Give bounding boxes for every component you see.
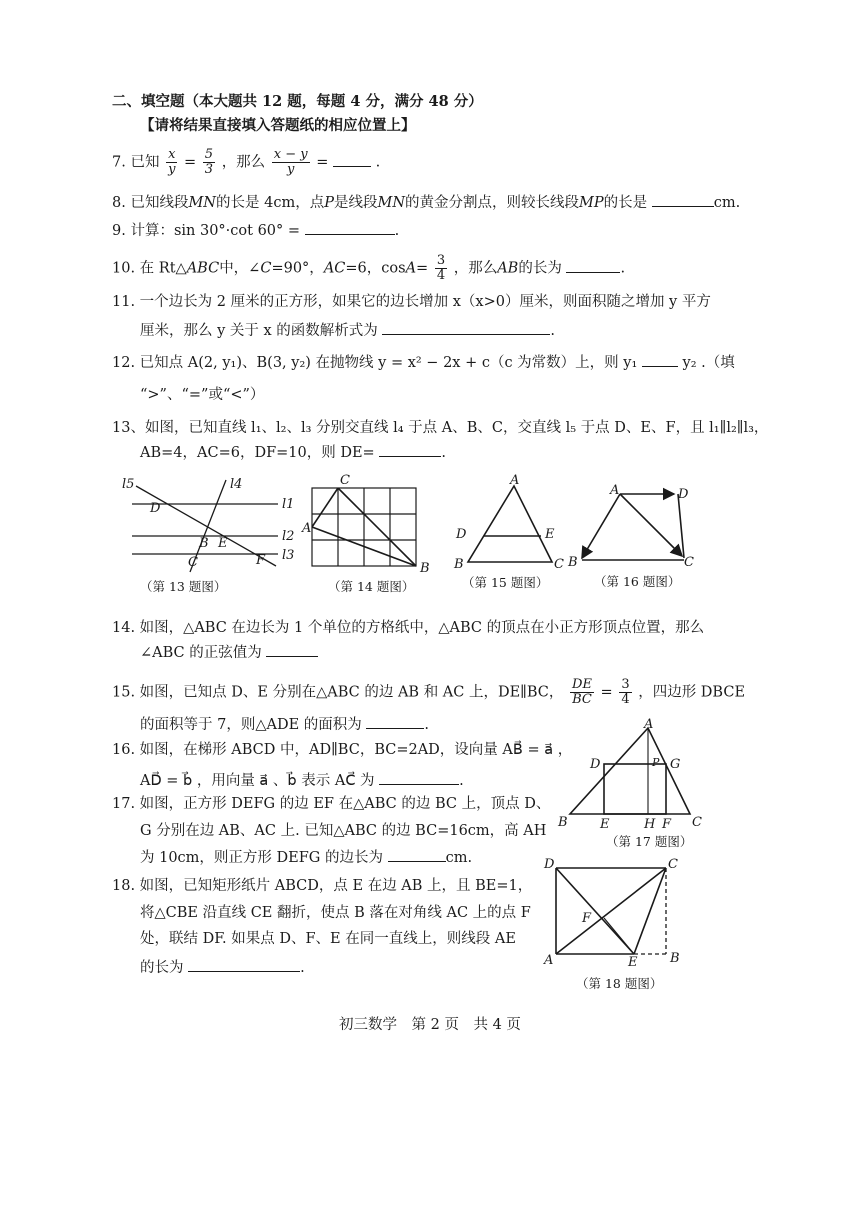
q13-text-b: . [441, 445, 446, 461]
q7-text-a: 7. 已知 [112, 154, 160, 171]
q12-text-b: y₂ .（填 [682, 355, 735, 371]
fig16-label-c: C [684, 555, 694, 570]
fig13-label-d: D [150, 501, 161, 516]
question-17-line-3 [140, 847, 472, 868]
fig17-caption: （第 17 题图） [606, 834, 693, 849]
fig13-label-e: E [218, 536, 228, 551]
q18-answer-blank[interactable] [188, 957, 300, 972]
fig18-label-f: F [582, 911, 592, 926]
question-17-line-2: G 分别在边 AB、AC 上. 已知△ABC 的边 BC=16cm，高 AH [140, 823, 547, 839]
question-17-line-1: 17. 如图，正方形 DEFG 的边 EF 在△ABC 的边 BC 上，顶点 D、 [112, 796, 551, 812]
q17-text-a: 为 10cm，则正方形 DEFG 的边长为 [140, 850, 384, 866]
q8-text-d: 的黄金分割点，则较长线段 [405, 195, 580, 211]
question-9 [112, 220, 399, 241]
fig16-label-b: B [568, 555, 578, 570]
fig16-vector-ab [582, 494, 620, 558]
fig18-caption: （第 18 题图） [576, 976, 663, 991]
q15-text-c: 的面积等于 7，则△ADE 的面积为 [140, 717, 362, 733]
q16-answer-blank[interactable] [379, 770, 459, 785]
fig15-label-b: B [454, 557, 464, 572]
fig17-square-defg [604, 764, 666, 814]
q11-answer-blank[interactable] [382, 320, 550, 335]
question-12-line-2: “>”、“=”或“<”） [140, 387, 265, 403]
fig16-vector-ac [620, 494, 682, 556]
q14-answer-blank[interactable] [266, 642, 318, 657]
fig15-label-e: E [545, 527, 555, 542]
q13-text-a: AB=4，AC=6，DF=10，则 DE= [140, 445, 375, 461]
fig17-label-h: H [644, 817, 656, 832]
q15-text-a: 15. 如图，已知点 D、E 分别在△ABC 的边 AB 和 AC 上，DE∥BC， [112, 684, 564, 701]
q10-frac-den: 4 [436, 268, 446, 283]
q8-text-e: 的长是 [603, 195, 648, 211]
question-16-line-1: 16. 如图，在梯形 ABCD 中，AD∥BC，BC=2AD，设向量 AB⃗ = a⃗ ， [112, 742, 573, 758]
fig17-label-f: F [662, 817, 672, 832]
question-12-line-1 [112, 352, 735, 373]
q9-text-a: 9. 计算：sin 30°·cot 60° = [112, 223, 301, 239]
q11-text-a: 厘米，那么 y 关于 x 的函数解析式为 [140, 323, 378, 339]
fig16-label-d: D [678, 487, 689, 502]
fig14-label-a: A [302, 521, 312, 536]
q18-text-b: . [300, 960, 305, 976]
question-15-line-1 [112, 678, 745, 707]
question-18-line-2: 将△CBE 沿直线 CE 翻折，使点 B 落在对角线 AC 上的点 F [140, 905, 531, 921]
fig18-label-b: B [670, 951, 680, 966]
q15-fraction-3-over-4 [619, 678, 631, 707]
q8-text-a: 8. 已知线段 [112, 195, 189, 211]
q10-fraction-3-over-4 [435, 254, 447, 283]
q15-frac-num: DE [572, 677, 592, 692]
q7-fraction-5-over-3 [203, 148, 215, 177]
q12-answer-blank[interactable] [642, 352, 678, 367]
question-13-line-2 [140, 442, 446, 463]
q15-frac2-den: 4 [621, 692, 630, 707]
q8-mp: MP [579, 195, 604, 211]
q8-answer-blank[interactable] [652, 192, 714, 207]
q14-text: ∠ABC 的正弦值为 [140, 645, 262, 661]
question-8 [112, 192, 740, 213]
q7-text-c: = [316, 154, 329, 171]
q10-frac-num: 3 [436, 253, 446, 268]
question-10 [112, 254, 625, 283]
fig16-side-dc [678, 494, 684, 558]
q12-text-a: 12. 已知点 A(2, y₁)、B(3, y₂) 在抛物线 y = x² − 2x + c（c 为常数）上，则 y₁ [112, 355, 638, 371]
question-14-line-2 [140, 642, 318, 663]
fig18-label-a: A [544, 953, 554, 968]
q10-text-h: 的长为 [518, 260, 562, 277]
q15-eq: = [600, 684, 613, 701]
section-instruction: 【请将结果直接填入答题纸的相应位置上】 [140, 117, 416, 134]
q13-answer-blank[interactable] [379, 442, 441, 457]
q9-text-b: . [394, 223, 400, 239]
q9-answer-blank[interactable] [305, 220, 395, 235]
figure-15 [450, 474, 570, 574]
fig14-caption: （第 14 题图） [328, 579, 415, 594]
fig17-label-p: P [652, 756, 660, 769]
q7-frac3-num: x − y [273, 147, 308, 162]
fig17-label-a: A [644, 717, 654, 732]
q10-text-b: 中，∠ [219, 260, 261, 277]
q11-text-b: . [550, 323, 556, 339]
q7-text-d: . [375, 154, 381, 171]
fig13-label-l5: l5 [122, 477, 135, 492]
fig13-label-l1: l1 [282, 497, 295, 512]
q16-text-b: . [459, 773, 464, 789]
fig17-label-d: D [590, 757, 601, 772]
q7-text-b: ，那么 [221, 154, 266, 171]
fig16-caption: （第 16 题图） [594, 574, 681, 589]
question-11-line-1: 11. 一个边长为 2 厘米的正方形，如果它的边长增加 x（x>0）厘米，则面积随之增加 y 平方 [112, 294, 711, 310]
q10-text-e: =6，cos [345, 260, 406, 277]
fig17-label-g: G [670, 757, 681, 772]
question-18-line-1: 18. 如图，已知矩形纸片 ABCD，点 E 在边 AB 上，且 BE=1， [112, 878, 533, 894]
fig18-label-c: C [668, 857, 678, 872]
fig15-label-a: A [510, 473, 520, 488]
q7-frac1-num: x [168, 147, 176, 162]
q8-mn2: MN [377, 195, 406, 211]
fig13-caption: （第 13 题图） [140, 579, 227, 594]
q8-p: P [324, 195, 334, 211]
fig15-triangle-abc [468, 486, 552, 562]
q10-text-i: . [620, 260, 626, 277]
q10-abc: ABC [186, 260, 220, 277]
q8-text-b: 的长是 4cm，点 [216, 195, 325, 211]
q8-text-f: cm. [713, 195, 741, 211]
fig14-side-cb [338, 488, 416, 566]
figure-16 [566, 474, 706, 574]
fig15-label-c: C [554, 557, 564, 572]
fig13-label-l3: l3 [282, 548, 295, 563]
q7-fraction-xy-over-y [272, 148, 310, 177]
q7-frac1-den: y [168, 162, 176, 177]
figure-17 [556, 716, 706, 832]
q7-frac2-num: 5 [204, 147, 214, 162]
q18-text-a: 的长为 [140, 960, 184, 976]
question-7 [112, 148, 380, 177]
q10-ab: AB [497, 260, 519, 277]
fig16-label-a: A [610, 483, 620, 498]
question-18-line-4 [140, 957, 305, 978]
page-footer: 初三数学 第 2 页 共 4 页 [339, 1017, 521, 1033]
q7-answer-blank[interactable] [333, 152, 371, 167]
fig14-label-b: B [420, 561, 430, 576]
fig17-label-b: B [558, 815, 568, 830]
q17-answer-blank[interactable] [388, 847, 446, 862]
fig17-label-c: C [692, 815, 702, 830]
q10-text-g: ，那么 [453, 260, 498, 277]
question-18-line-3: 处，联结 DF. 如果点 D、F、E 在同一直线上，则线段 AE [140, 931, 516, 947]
q15-frac2-num: 3 [621, 677, 630, 692]
section-title: 二、填空题（本大题共 12 题，每题 4 分，满分 48 分） [112, 93, 483, 110]
q15-text-d: . [424, 717, 429, 733]
q10-ac: AC [323, 260, 346, 277]
q15-fraction-de-over-bc [570, 678, 594, 707]
question-15-line-2 [140, 714, 429, 735]
q17-text-b: cm. [445, 850, 473, 866]
fig15-caption: （第 15 题图） [462, 575, 549, 590]
figure-13 [118, 474, 302, 574]
question-11-line-2 [140, 320, 555, 341]
fig18-label-e: E [628, 955, 638, 970]
question-16-line-2 [140, 770, 464, 791]
fig15-label-d: D [456, 527, 467, 542]
q7-frac3-den: y [287, 162, 295, 177]
q15-answer-blank[interactable] [366, 714, 424, 729]
fig13-label-l4: l4 [230, 477, 243, 492]
fig13-label-f: F [256, 553, 266, 568]
q10-answer-blank[interactable] [566, 258, 620, 273]
q10-text-a: 10. 在 Rt△ [112, 260, 187, 277]
fig14-side-ac [312, 488, 338, 527]
figure-18 [538, 858, 688, 974]
fig18-segment-de [556, 868, 634, 954]
q10-c: C [260, 260, 272, 277]
q7-eq: = [184, 154, 197, 171]
q7-frac2-den: 3 [204, 162, 214, 177]
fig13-label-c: C [188, 555, 198, 570]
q10-a: A [405, 260, 417, 277]
q15-frac-den: BC [572, 692, 592, 707]
q7-fraction-x-over-y [166, 148, 177, 177]
fig13-label-l2: l2 [282, 529, 295, 544]
q8-mn: MN [188, 195, 216, 211]
fig18-label-d: D [544, 857, 555, 872]
q16-text-a: AD⃗ = b⃗ ，用向量 a⃗ 、b⃗ 表示 AC⃗ 为 [140, 773, 375, 789]
fig18-segment-ef [604, 918, 634, 954]
question-14-line-1: 14. 如图，△ABC 在边长为 1 个单位的方格纸中，△ABC 的顶点在小正方形顶点位置，那么 [112, 620, 705, 636]
fig17-label-e: E [600, 817, 610, 832]
q8-text-c: 是线段 [333, 195, 378, 211]
fig14-label-c: C [340, 473, 350, 488]
figure-14 [300, 474, 436, 574]
q15-text-b: ，四边形 DBCE [638, 684, 746, 701]
question-13-line-1: 13、如图，已知直线 l₁、l₂、l₃ 分别交直线 l₄ 于点 A、B、C，交直线 l₅ 于点 D、E、F，且 l₁∥l₂∥l₃， [112, 420, 769, 436]
q10-text-f: = [416, 260, 429, 277]
fig13-label-b: B [199, 536, 209, 551]
q10-text-d: =90°， [271, 260, 324, 277]
